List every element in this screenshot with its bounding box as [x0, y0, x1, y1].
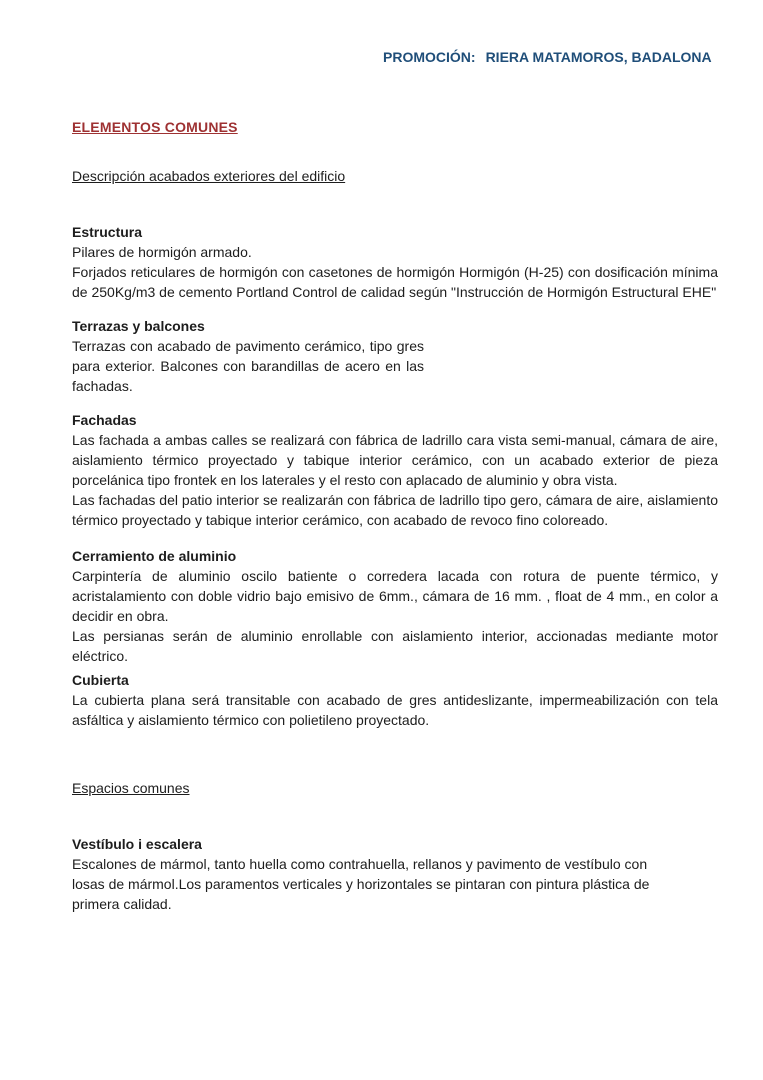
paragraph: La cubierta plana será transitable con acabado de gres antideslizante, impermeabilización con tela asfáltica y aislamiento térmico con polietileno proyectado. — [72, 692, 718, 728]
section-vestibulo-escalera — [72, 834, 718, 914]
promotion-label: PROMOCIÓN: — [383, 49, 476, 65]
section-heading-estructura: Estructura — [72, 224, 143, 240]
section-heading-fachadas: Fachadas — [72, 412, 137, 428]
promotion-header — [383, 47, 718, 67]
paragraph: Terrazas con acabado de pavimento cerámico, tipo gres para exterior. Balcones con barandillas de acero en las fachadas. — [72, 338, 424, 394]
paragraph: Carpintería de aluminio oscilo batiente o corredera lacada con rotura de puente térmico, y acristalamiento con doble vidrio bajo emisivo de 6mm., cámara de 16 mm. , float de 4 mm., en color a decidir en obra. — [72, 568, 718, 624]
section-heading-terrazas: Terrazas y balcones — [72, 318, 205, 334]
promotion-value: RIERA MATAMOROS, BADALONA — [485, 49, 712, 65]
section-cubierta — [72, 670, 718, 730]
section-cerramiento-aluminio — [72, 546, 718, 666]
paragraph: Las fachada a ambas calles se realizará con fábrica de ladrillo cara vista semi-manual, cámara de aire, aislamiento térmico proyectado y tabique interior cerámico, con un acabado exterior de pieza porcelánica tipo frontek en los laterales y el resto con aplacado de aluminio y obra vista. — [72, 432, 718, 488]
section-heading-cubierta: Cubierta — [72, 672, 129, 688]
paragraph: Las persianas serán de aluminio enrollable con aislamiento interior, accionadas mediante motor eléctrico. — [72, 628, 718, 664]
paragraph: Las fachadas del patio interior se realizarán con fábrica de ladrillo tipo gero, cámara de aire, aislamiento térmico proyectado y tabique interior cerámico, con acabado de revoco fino coloreado. — [72, 492, 718, 528]
common-spaces-heading: Espacios comunes — [72, 780, 190, 796]
exterior-finishes-heading: Descripción acabados exteriores del edificio — [72, 168, 346, 184]
section-heading-vestibulo: Vestíbulo i escalera — [72, 836, 202, 852]
section-heading-cerramiento: Cerramiento de aluminio — [72, 548, 237, 564]
paragraph: Pilares de hormigón armado. — [72, 244, 252, 260]
section-fachadas — [72, 410, 718, 530]
section-terrazas-balcones — [72, 316, 718, 396]
main-heading: ELEMENTOS COMUNES — [72, 119, 238, 135]
section-estructura — [72, 222, 718, 302]
paragraph: Forjados reticulares de hormigón con casetones de hormigón Hormigón (H-25) con dosificación mínima de 250Kg/m3 de cemento Portland Control de calidad según "Instrucción de Hormigón Estructural EHE" — [72, 264, 718, 300]
paragraph: Escalones de mármol, tanto huella como contrahuella, rellanos y pavimento de vestíbulo con losas de mármol.Los paramentos verticales y horizontales se pintaran con pintura plástica de primera calidad. — [72, 856, 650, 912]
